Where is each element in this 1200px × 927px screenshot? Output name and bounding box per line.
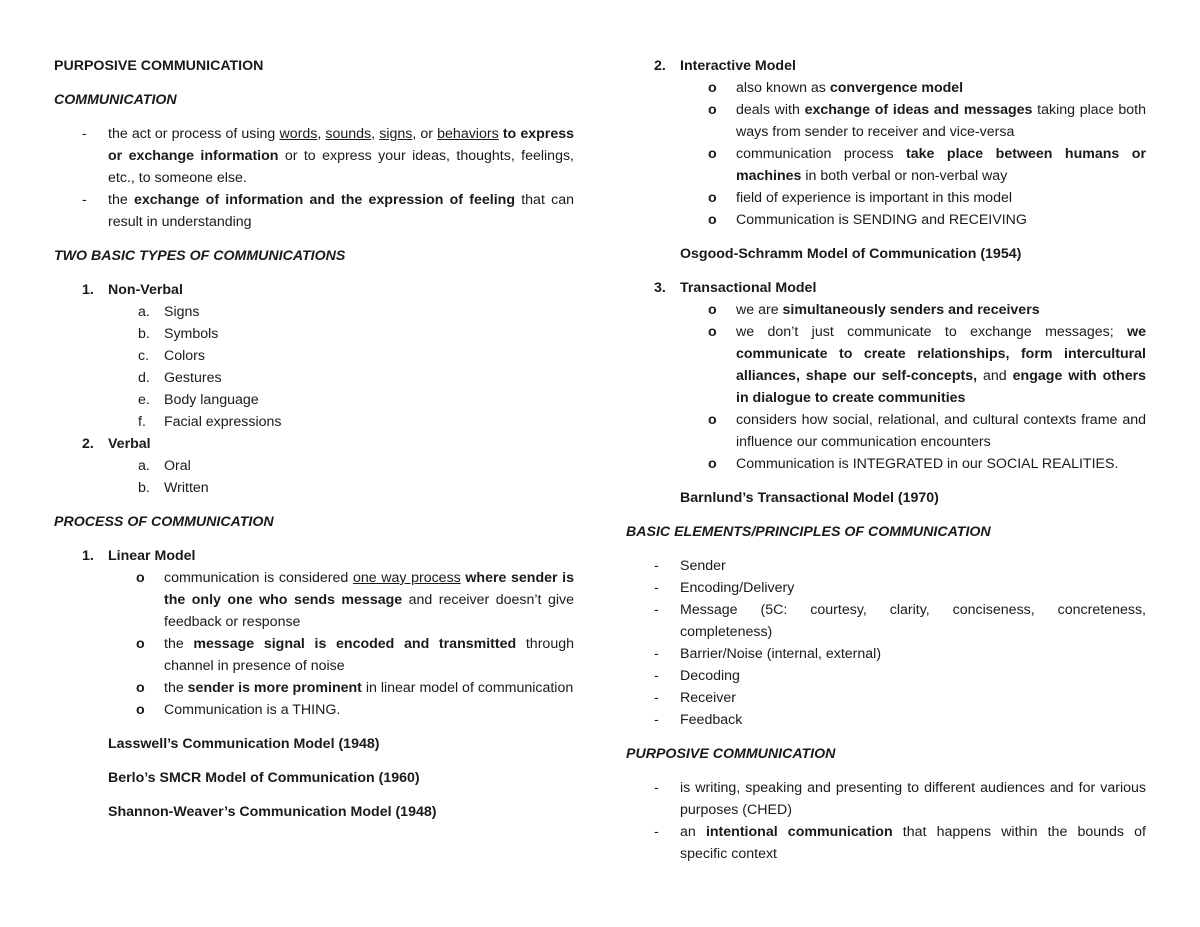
numbered-item-verbal: 2. Verbal xyxy=(82,436,151,452)
list-item: - Decoding xyxy=(626,665,1146,687)
left-column xyxy=(54,55,574,835)
elements-heading: BASIC ELEMENTS/PRINCIPLES OF COMMUNICATION xyxy=(626,524,991,540)
bullet-marker: o xyxy=(708,412,717,428)
bullet-item: o Communication is a THING. xyxy=(54,699,574,721)
model-reference: Berlo’s SMCR Model of Communication (1960) xyxy=(108,770,420,786)
underlined-term: sounds xyxy=(325,126,372,142)
process-heading: PROCESS OF COMMUNICATION xyxy=(54,514,274,530)
model-reference: Shannon-Weaver’s Communication Model (1948) xyxy=(108,804,437,820)
bullet-item: o Communication is SENDING and RECEIVING xyxy=(626,209,1146,231)
definition-item: - the exchange of information and the expression of feeling that can result in understanding xyxy=(54,189,574,233)
list-item: a. Oral xyxy=(138,458,191,474)
bullet-marker: o xyxy=(708,324,717,340)
dash-marker: - xyxy=(654,690,659,706)
numbered-item-nonverbal: 1. Non-Verbal xyxy=(82,282,183,298)
dash-marker: - xyxy=(654,668,659,684)
list-item: b. Written xyxy=(138,480,209,496)
dash-marker: - xyxy=(654,602,659,618)
list-item: a. Signs xyxy=(138,304,200,320)
dash-marker: - xyxy=(654,646,659,662)
list-item: - Feedback xyxy=(626,709,1146,731)
dash-marker: - xyxy=(654,780,659,796)
list-item: - Sender xyxy=(626,555,1146,577)
purposive-heading: PURPOSIVE COMMUNICATION xyxy=(626,746,836,762)
bullet-item: o communication is considered one way process where sender is the only one who sends message and receiver doesn’t give feedback or response xyxy=(54,567,574,633)
underlined-term: behaviors xyxy=(437,126,499,142)
dash-marker: - xyxy=(654,558,659,574)
list-item: f. Facial expressions xyxy=(138,414,282,430)
definition-item: - the act or process of using words, sounds, signs, or behaviors to express or exchange information or to express your ideas, thoughts, feelings, etc., to someone else. xyxy=(54,123,574,189)
bullet-item: o field of experience is important in this model xyxy=(626,187,1146,209)
numbered-item-interactive-model: 2. Interactive Model xyxy=(654,58,796,74)
list-item: e. Body language xyxy=(138,392,259,408)
list-item: - Message (5C: courtesy, clarity, conciseness, concreteness, completeness) xyxy=(626,599,1146,643)
communication-heading: COMMUNICATION xyxy=(54,92,177,108)
list-item: c. Colors xyxy=(138,348,205,364)
types-heading: TWO BASIC TYPES OF COMMUNICATIONS xyxy=(54,248,346,264)
list-item: - Barrier/Noise (internal, external) xyxy=(626,643,1146,665)
bullet-item: o Communication is INTEGRATED in our SOCIAL REALITIES. xyxy=(626,453,1146,475)
dash-marker: - xyxy=(82,192,87,208)
model-reference: Barnlund’s Transactional Model (1970) xyxy=(680,490,939,506)
dash-marker: - xyxy=(654,824,659,840)
bullet-marker: o xyxy=(708,456,717,472)
numbered-item-transactional-model: 3. Transactional Model xyxy=(654,280,817,296)
document-title: PURPOSIVE COMMUNICATION xyxy=(54,58,264,74)
bullet-item: o we are simultaneously senders and receivers xyxy=(626,299,1146,321)
bullet-item: o communication process take place between humans or machines in both verbal or non-verbal way xyxy=(626,143,1146,187)
dash-marker: - xyxy=(82,126,87,142)
list-item: b. Symbols xyxy=(138,326,219,342)
right-column xyxy=(626,55,1146,865)
bullet-marker: o xyxy=(708,146,717,162)
bullet-marker: o xyxy=(708,212,717,228)
bullet-marker: o xyxy=(708,80,717,96)
underlined-term: words xyxy=(279,126,318,142)
dash-marker: - xyxy=(654,580,659,596)
dash-marker: - xyxy=(654,712,659,728)
bullet-marker: o xyxy=(136,702,145,718)
list-item: - Encoding/Delivery xyxy=(626,577,1146,599)
bullet-item: o the sender is more prominent in linear model of communication xyxy=(54,677,574,699)
bullet-marker: o xyxy=(136,636,145,652)
bullet-item: o we don’t just communicate to exchange messages; we communicate to create relationships, form intercultural alliances, shape our self-concepts, and engage with others in dialogue to create communities xyxy=(626,321,1146,409)
bullet-item: o considers how social, relational, and cultural contexts frame and influence our communication encounters xyxy=(626,409,1146,453)
numbered-item-linear-model: 1. Linear Model xyxy=(82,548,196,564)
bullet-item: o also known as convergence model xyxy=(626,77,1146,99)
underlined-term: signs xyxy=(379,126,413,142)
bullet-marker: o xyxy=(708,102,717,118)
model-reference: Lasswell’s Communication Model (1948) xyxy=(108,736,380,752)
definition-item: - an intentional communication that happens within the bounds of specific context xyxy=(626,821,1146,865)
bullet-item: o deals with exchange of ideas and messages taking place both ways from sender to receiver and vice-versa xyxy=(626,99,1146,143)
bullet-item: o the message signal is encoded and transmitted through channel in presence of noise xyxy=(54,633,574,677)
bullet-marker: o xyxy=(708,190,717,206)
model-reference: Osgood-Schramm Model of Communication (1954) xyxy=(680,246,1022,262)
bullet-marker: o xyxy=(708,302,717,318)
bullet-marker: o xyxy=(136,680,145,696)
definition-item: - is writing, speaking and presenting to different audiences and for various purposes (CHED) xyxy=(626,777,1146,821)
list-item: d. Gestures xyxy=(138,370,222,386)
bullet-marker: o xyxy=(136,570,145,586)
list-item: - Receiver xyxy=(626,687,1146,709)
